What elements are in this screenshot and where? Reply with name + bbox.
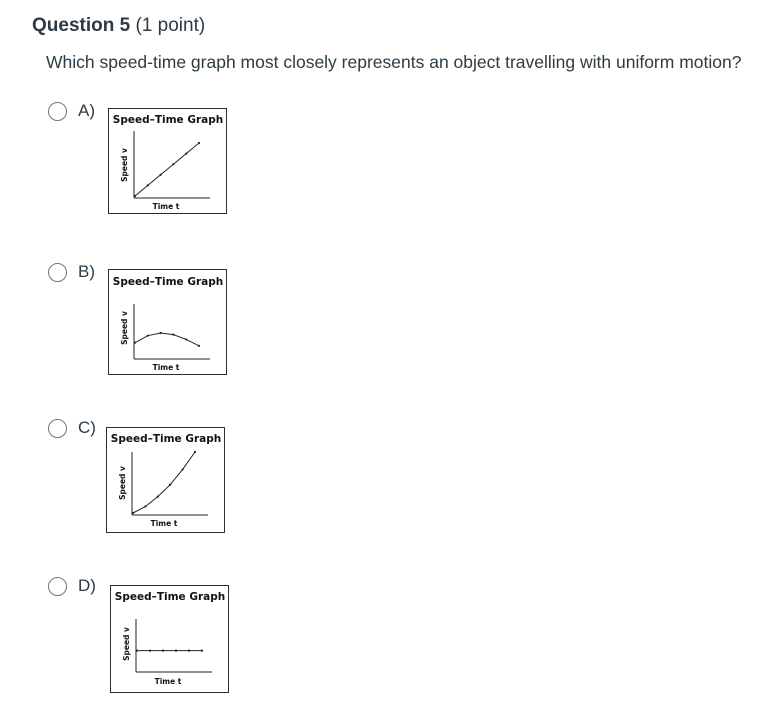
data-point [185,338,187,340]
data-point [182,468,184,470]
speed-time-graph-c [106,427,225,533]
question-points: (1 point) [135,15,206,36]
y-axis-label: Speed v [120,311,129,345]
speed-time-graph-b [108,269,227,375]
data-point [198,345,200,347]
plot-area [136,650,203,652]
option-label-d: D) [78,576,96,595]
graph-title: Speed–Time Graph [114,591,226,603]
series-line [133,452,195,513]
graph-title: Speed–Time Graph [112,276,224,288]
option-label-a: A) [78,101,95,120]
x-axis-label: Time t [152,363,180,372]
question-number: Question 5 [32,15,131,36]
data-point [134,342,136,344]
data-point [149,650,151,652]
plot-area [134,332,200,347]
data-point [147,184,149,186]
y-axis-label: Speed v [118,466,127,500]
x-axis-label: Time t [152,202,180,211]
plot-area [134,142,200,197]
plot-area [132,451,196,514]
y-axis-label: Speed v [120,148,129,182]
series-line [135,143,199,196]
data-point [201,650,203,652]
data-point [194,451,196,453]
speed-time-graph-a [108,108,227,214]
data-point [188,650,190,652]
question-text: Which speed-time graph most closely represents an object travelling with uniform motion? [46,52,742,72]
data-point [185,153,187,155]
graph-svg-b [109,270,226,374]
radio-button-d[interactable] [48,577,67,596]
speed-time-graph-d [110,585,229,693]
x-axis-label: Time t [154,677,182,686]
data-point [160,174,162,176]
data-point [134,195,136,197]
graph-svg-a [109,109,226,213]
option-label-c: C) [78,418,96,437]
graph-title: Speed–Time Graph [112,114,224,126]
data-point [132,512,134,514]
data-point [175,650,177,652]
x-axis-label: Time t [150,519,178,528]
question-header [32,15,205,37]
data-point [198,142,200,144]
data-point [169,484,171,486]
data-point [162,650,164,652]
data-point [147,335,149,337]
data-point [144,505,146,507]
radio-button-b[interactable] [48,263,67,282]
graph-svg-c [107,428,224,532]
option-label-b: B) [78,262,95,281]
graph-svg-d [111,586,228,690]
series-line [135,333,199,346]
data-point [172,334,174,336]
data-point [160,332,162,334]
data-point [172,163,174,165]
graph-title: Speed–Time Graph [110,433,222,445]
data-point [157,496,159,498]
radio-button-a[interactable] [48,102,67,121]
data-point [136,650,138,652]
y-axis-label: Speed v [122,627,131,661]
radio-button-c[interactable] [48,419,67,438]
